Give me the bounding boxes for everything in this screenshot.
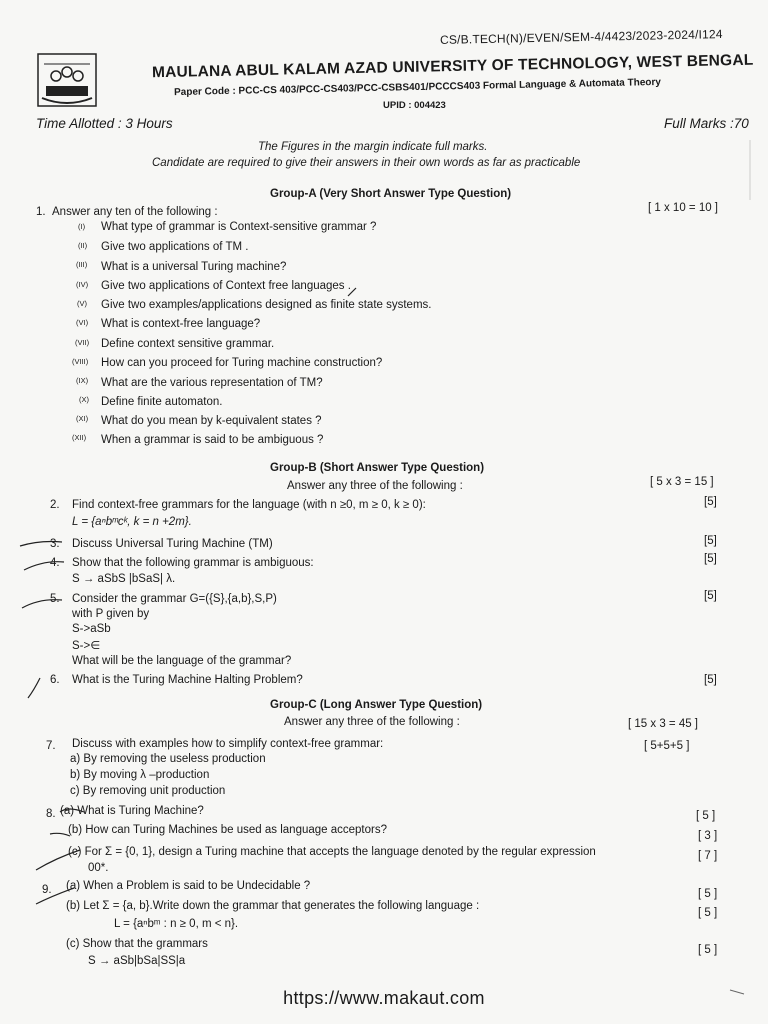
university-name: MAULANA ABUL KALAM AZAD UNIVERSITY OF TECHNOLOGY, WEST BENGAL [151,51,754,82]
question-marks: [ 3 ] [698,830,718,842]
footer-url[interactable]: https://www.makaut.com [283,988,485,1008]
list-item: Define finite automaton. [101,396,223,408]
question-marks: [ 5 ] [698,907,718,919]
group-c-title: Group-C (Long Answer Type Question) [270,699,483,711]
grammar-rule: S->aSb [72,623,111,635]
sub-question: (b) Let Σ = {a, b}.Write down the grammar that generates the following language : [66,900,480,912]
sub-question: a) By removing the useless production [70,753,266,765]
language-definition: L = {aⁿbᵐcᵏ, k = n +2m}. [72,516,192,528]
item-number: (V) [77,299,87,308]
sub-question: (a) When a Problem is said to be Undecidable ? [66,880,311,892]
list-item: Give two examples/applications designed as finite state systems. [101,299,432,311]
question-number: 6. [50,674,60,686]
group-a-title: Group-A (Very Short Answer Type Question) [270,188,512,200]
question-marks: [ 5 ] [696,810,716,822]
grammar-rule: S → aSbS |bSaS| λ. [72,573,176,585]
full-marks: Full Marks :70 [664,116,749,131]
item-number: (IX) [76,376,89,385]
question-number: 7. [46,740,56,752]
question-marks: [5] [704,590,717,602]
question-line: What will be the language of the grammar? [72,655,292,667]
question-marks: [5] [704,553,717,565]
list-item: What do you mean by k-equivalent states ? [101,415,322,427]
sub-question: (c) For Σ = {0, 1}, design a Turing machine that accepts the language denoted by the regular expression [68,846,596,858]
language-definition: L = {aⁿbᵐ : n ≥ 0, m < n}. [114,918,239,930]
item-number: (VII) [75,338,90,347]
question-marks: [5] [704,496,717,508]
question-text: Consider the grammar G=({S},{a,b},S,P) [72,593,277,605]
question-marks: [ 7 ] [698,850,718,862]
sub-question: c) By removing unit production [70,785,226,797]
list-item: What are the various representation of TM? [101,377,323,389]
sub-question: (a) What is Turing Machine? [60,805,204,817]
exam-code: CS/B.TECH(N)/EVEN/SEM-4/4423/2023-2024/I124 [439,27,723,47]
group-b-title: Group-B (Short Answer Type Question) [270,462,485,474]
instruction-line-2: Candidate are required to give their answers in their own words as far as practicable [152,157,581,169]
item-number: (I) [78,222,86,231]
list-item: Define context sensitive grammar. [101,338,275,350]
question-marks: [ 5 ] [698,888,718,900]
question-text: Discuss Universal Turing Machine (TM) [72,538,273,550]
question-number: 4. [50,557,60,569]
question-marks: [ 5 ] [698,944,718,956]
item-number: (III) [76,260,88,269]
paper-code: Paper Code : PCC-CS 403/PCC-CS403/PCC-CSBS401/PCCCS403 Formal Language & Automata Theory [173,76,662,99]
group-b-marks: [ 5 x 3 = 15 ] [650,476,714,488]
list-item: What is context-free language? [101,318,261,330]
group-a-marks: [ 1 x 10 = 10 ] [648,202,719,214]
question-text: Show that the following grammar is ambiguous: [72,557,314,569]
list-item: How can you proceed for Turing machine construction? [101,357,383,369]
item-number: (XII) [72,433,87,442]
item-number: (VI) [76,318,89,327]
question-number: 3. [50,538,60,550]
question-text: Find context-free grammars for the language (with n ≥0, m ≥ 0, k ≥ 0): [72,499,426,511]
upid: UPID : 004423 [383,100,446,111]
question-marks: [ 5+5+5 ] [644,740,690,752]
list-item: Give two applications of TM . [101,241,249,253]
sub-question: b) By moving λ –production [70,769,210,781]
group-c-marks: [ 15 x 3 = 45 ] [628,718,699,730]
instruction-line-1: The Figures in the margin indicate full marks. [258,141,488,153]
group-b-prompt: Answer any three of the following : [287,480,463,492]
question-number: 5. [50,593,60,605]
sub-question: (b) How can Turing Machines be used as language acceptors? [68,824,387,836]
item-number: (IV) [76,280,89,289]
question-text: Discuss with examples how to simplify context-free grammar: [72,738,384,750]
time-allotted: Time Allotted : 3 Hours [36,116,173,131]
question-number: 1. [36,206,46,218]
question-number: 8. [46,808,56,820]
grammar-rule: S → aSb|bSa|SS|a [88,955,186,967]
sub-question: (c) Show that the grammars [66,938,208,950]
question-text: What is the Turing Machine Halting Problem? [72,674,303,686]
question-line: with P given by [72,608,150,620]
group-a-prompt: Answer any ten of the following : [52,206,218,218]
list-item: Give two applications of Context free languages . [101,280,351,292]
regular-expression: 00*. [88,862,109,874]
question-number: 2. [50,499,60,511]
question-marks: [5] [704,674,717,686]
grammar-rule: S->∈ [72,640,101,652]
list-item: When a grammar is said to be ambiguous ? [101,434,324,446]
list-item: What is a universal Turing machine? [101,261,287,273]
list-item: What type of grammar is Context-sensitive grammar ? [101,221,377,233]
group-c-prompt: Answer any three of the following : [284,716,460,728]
question-number: 9. [42,884,52,896]
university-logo [36,52,98,108]
question-marks: [5] [704,535,717,547]
item-number: (II) [78,241,88,250]
item-number: (VIII) [72,357,89,366]
item-number: (X) [79,395,89,404]
item-number: (XI) [76,414,89,423]
